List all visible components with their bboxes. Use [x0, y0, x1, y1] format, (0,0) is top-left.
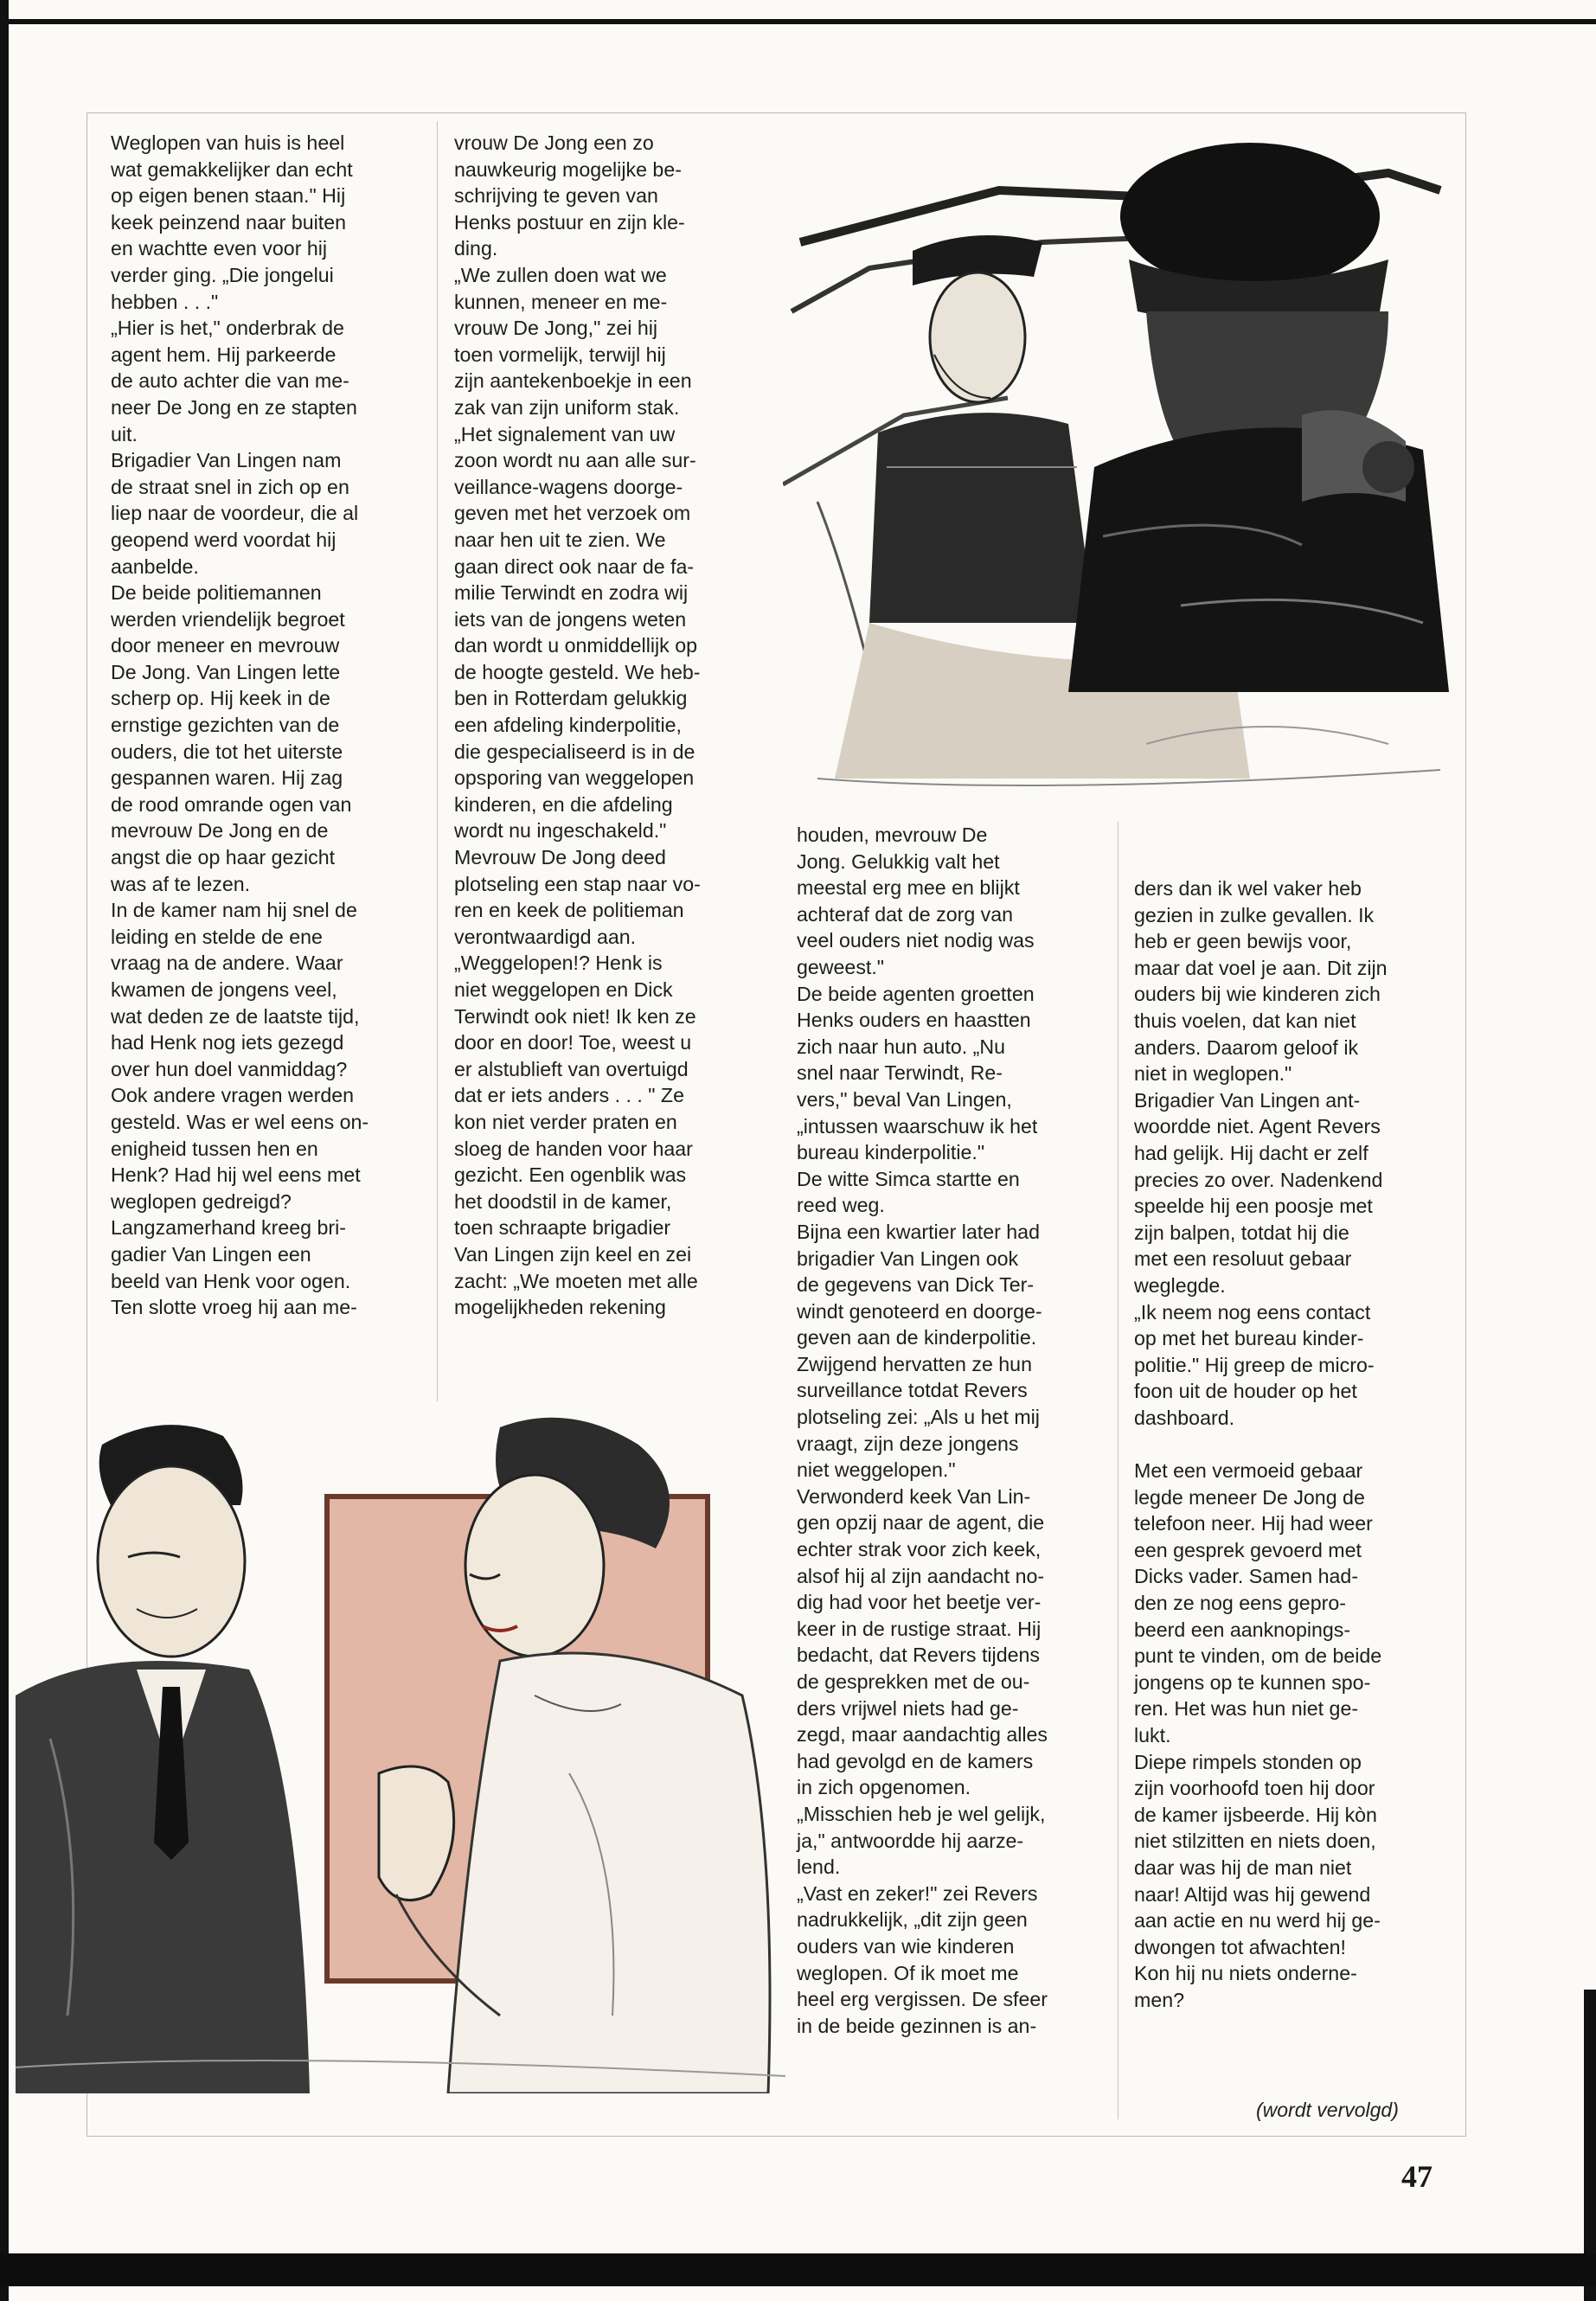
page-binding-edge: [0, 0, 9, 2301]
article-column-2: vrouw De Jong een zo nauwkeurig mogelijke be- schrijving te geven van Henks postuur en zijn kle- ding. „We zullen doen wat we kunnen, meneer en me- vrouw De Jong," zei hij toen vormelijk, terwijl hij zijn aantekenboekje in een zak van zijn uniform stak. „Het signalement van uw zoon wordt nu aan alle sur- veillance-wagens doorge- geven met het verzoek om naar hen uit te zien. We gaan direct ook naar de fa- milie Terwindt en zodra wij iets van de jongens weten dan wordt u onmiddellijk op de hoogte gesteld. We heb- ben in Rotterdam gelukkig een afdeling kinderpolitie, die gespecialiseerd is in de opsporing van weggelopen kinderen, en die afdeling wordt nu ingeschakeld." Mevrouw De Jong deed plotseling een stap naar vo- ren en keek de politieman verontwaardigd aan. „Weggelopen!? Henk is niet weggelopen en Dick Terwindt ook niet! Ik ken ze door en door! Toe, weest u er alstublieft van overtuigd dat er iets anders . . . " Ze kon niet verder praten en sloeg de handen voor haar gezicht. Een ogenblik was het doodstil in de kamer, toen schraapte brigadier Van Lingen zijn keel en zei zacht: „We moeten met alle mogelijkheden rekening: [454, 131, 701, 1319]
article-column-1: Weglopen van huis is heel wat gemakkelijker dan echt op eigen benen staan." Hij keek peinzend naar buiten en wachtte even voor hij verder ging. „Die jongelui hebben . . ." „Hier is het," onderbrak de agent hem. Hij parkeerde de auto achter die van me- neer De Jong en ze stapten uit. Brigadier Van Lingen nam de straat snel in zich op en liep naar de voordeur, die al geopend werd voordat hij aanbelde. De beide politiemannen werden vriendelijk begroet door meneer en mevrouw De Jong. Van Lingen lette scherp op. Hij keek in de ernstige gezichten van de ouders, die tot het uiterste gespannen waren. Hij zag de rood omrande ogen van mevrouw De Jong en de angst die op haar gezicht was af te lezen. In de kamer nam hij snel de leiding en stelde de ene vraag na de andere. Waar kwamen de jongens veel, wat deden ze de laatste tijd, had Henk nog iets gezegd over hun doel vanmiddag? Ook andere vragen werden gesteld. Was er wel eens on- enigheid tussen hen en Henk? Had hij wel eens met weglopen gedreigd? Langzamerhand kreeg bri- gadier Van Lingen een beeld van Henk voor ogen. Ten slotte vroeg hij aan me-: [111, 131, 369, 1319]
bottom-edge-band: [0, 2253, 1596, 2286]
article-column-3: houden, mevrouw De Jong. Gelukkig valt het meestal erg mee en blijkt achteraf dat de zorg van veel ouders niet nodig was geweest." De beide agenten groetten Henks ouders en haastten zich naar hun auto. „Nu snel naar Terwindt, Re- vers," beval Van Lingen, „intussen waarschuw ik het bureau kinderpolitie." De witte Simca startte en reed weg. Bijna een kwartier later had brigadier Van Lingen ook de gegevens van Dick Ter- windt genoteerd en doorge- geven aan de kinderpolitie. Zwijgend hervatten ze hun surveillance totdat Revers plotseling zei: „Als u het mij vraagt, zijn deze jongens niet weggelopen." Verwonderd keek Van Lin- gen opzij naar de agent, die echter strak voor zich keek, alsof hij al zijn aandacht no- dig had voor het beetje ver- keer in de rustige straat. Hij bedacht, dat Revers tijdens de gesprekken met de ou- ders vrijwel niets had ge- zegd, maar aandachtig alles had gevolgd en de kamers in zich opgenomen. „Misschien heb je wel gelijk, ja," antwoordde hij aarze- lend. „Vast en zeker!" zei Revers nadrukkelijk, „dit zijn geen ouders van wie kinderen weglopen. Of ik moet me heel erg vergissen. De sfeer in de beide gezinnen is an-: [797, 824, 1048, 2037]
top-rule: [0, 19, 1596, 24]
illustration-man-and-woman-talking: [16, 1410, 785, 2093]
article-column-4: ders dan ik wel vaker heb gezien in zulke gevallen. Ik heb er geen bewijs voor, maar dat voel je aan. Dit zijn ouders bij wie kinderen zich thuis voelen, dat kan niet anders. Daarom geloof ik niet in weglopen." Brigadier Van Lingen ant- woordde niet. Agent Revers had gelijk. Hij dacht er zelf precies zo over. Nadenkend speelde hij een poosje met zijn balpen, totdat hij die met een resoluut gebaar weglegde. „Ik neem nog eens contact op met het bureau kinder- politie." Hij greep de micro- foon uit de houder op het dashboard. Met een vermoeid gebaar legde meneer De Jong de telefoon neer. Hij had weer een gesprek gevoerd met Dicks vader. Samen had- den ze nog eens gepro- beerd een aanknopings- punt te vinden, om de beide jongens op te kunnen spo- ren. Het was hun niet ge- lukt. Diepe rimpels stonden op zijn voorhoofd toen hij door de kamer ijsbeerde. Hij kòn niet stilzitten en niets doen, daar was hij de man niet naar! Altijd was hij gewend aan actie en nu werd hij ge- dwongen tot afwachten! Kon hij nu niets onderne- men?: [1134, 877, 1388, 2011]
column-divider: [437, 121, 438, 1401]
page-number: 47: [1401, 2159, 1433, 2194]
continuation-note: (wordt vervolgd): [1256, 2099, 1399, 2121]
illustration-police-officers-in-car: [783, 138, 1458, 809]
